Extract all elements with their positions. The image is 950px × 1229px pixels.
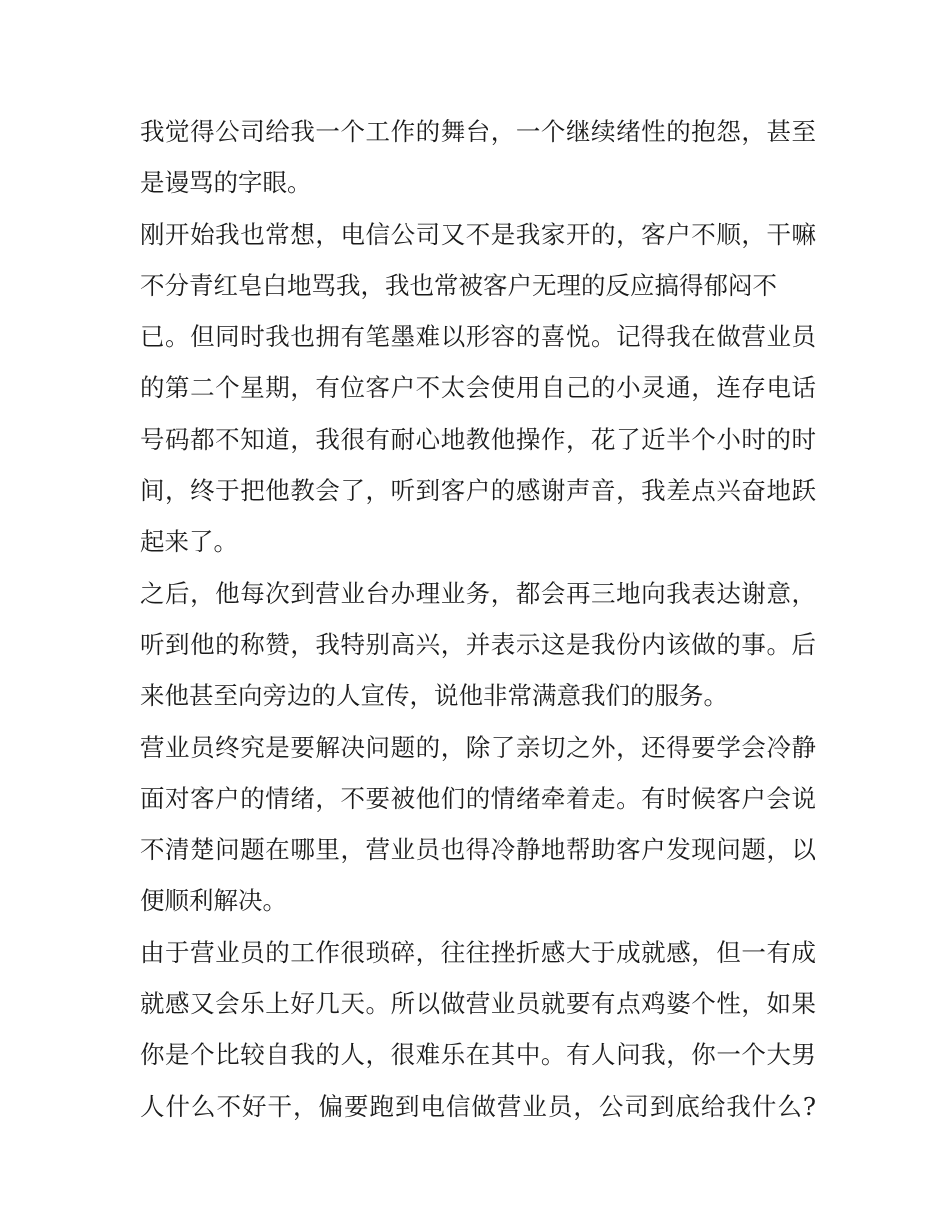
text-line: 营业员终究是要解决问题的，除了亲切之外，还得要学会冷静	[140, 732, 816, 762]
text-line: 刚开始我也常想，电信公司又不是我家开的，客户不顺，干嘛	[140, 219, 816, 249]
text-line: 起来了。	[140, 527, 238, 557]
text-line: 人什么不好干，偏要跑到电信做营业员，公司到底给我什么?	[140, 1091, 816, 1121]
text-line: 由于营业员的工作很琐碎，往往挫折感大于成就感，但一有成	[140, 937, 816, 967]
text-line: 你是个比较自我的人，很难乐在其中。有人问我，你一个大男	[140, 1040, 816, 1070]
text-line: 号码都不知道，我很有耐心地教他操作，花了近半个小时的时	[140, 424, 816, 454]
text-line: 已。但同时我也拥有笔墨难以形容的喜悦。记得我在做营业员	[140, 322, 816, 352]
text-line: 是谩骂的字眼。	[140, 168, 312, 198]
text-line: 间，终于把他教会了，听到客户的感谢声音，我差点兴奋地跃	[140, 476, 816, 506]
text-line: 不分青红皂白地骂我，我也常被客户无理的反应搞得郁闷不	[140, 270, 777, 300]
text-line: 听到他的称赞，我特别高兴，并表示这是我份内该做的事。后	[140, 629, 816, 659]
text-line: 的第二个星期，有位客户不太会使用自己的小灵通，连存电话	[140, 373, 816, 403]
text-line: 面对客户的情绪，不要被他们的情绪牵着走。有时候客户会说	[140, 783, 816, 813]
text-line: 便顺利解决。	[140, 886, 287, 916]
text-line: 我觉得公司给我一个工作的舞台，一个继续绪性的抱怨，甚至	[140, 117, 816, 146]
text-line: 就感又会乐上好几天。所以做营业员就要有点鸡婆个性，如果	[140, 989, 816, 1019]
document-body	[140, 106, 816, 1132]
text-line: 之后，他每次到营业台办理业务，都会再三地向我表达谢意，	[140, 578, 816, 608]
text-line: 不清楚问题在哪里，营业员也得冷静地帮助客户发现问题，以	[140, 835, 816, 865]
text-line: 来他甚至向旁边的人宣传，说他非常满意我们的服务。	[140, 681, 728, 711]
